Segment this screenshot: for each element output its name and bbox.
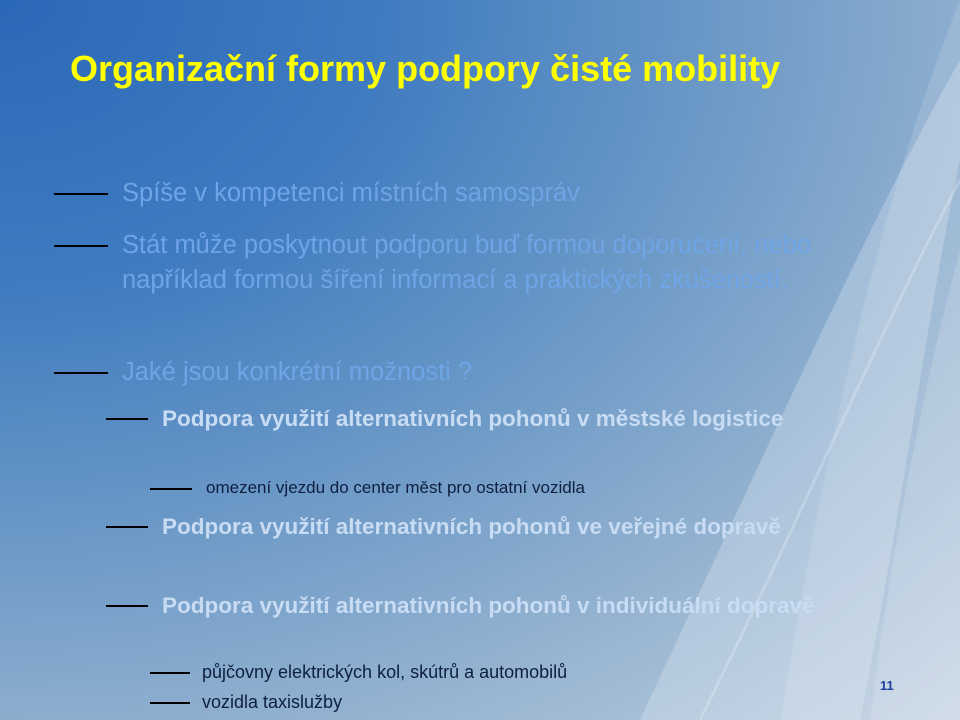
dash-bullet — [150, 702, 190, 704]
sub-bullet-item — [162, 509, 902, 544]
sub-sub-bullet-item — [202, 689, 802, 715]
page-number: 11 — [880, 678, 894, 693]
sub-sub-bullet-item — [202, 659, 802, 685]
sub-sub-bullet-text: vozidla taxislužby — [202, 692, 343, 712]
dash-bullet — [150, 488, 192, 490]
sub-sub-bullet-text: půjčovny elektrických kol, skútrů a automobilů — [202, 662, 568, 682]
dash-bullet — [54, 245, 108, 247]
bullet-text: Jaké jsou konkrétní možnosti ? — [122, 358, 473, 386]
bullet-text: Stát může poskytnout podporu buď formou doporučení, nebo například formou šíření informací a praktických zkušeností. — [122, 231, 812, 294]
sub-bullet-text: Podpora využití alternativních pohonů v individuální dopravě — [162, 593, 815, 618]
sub-bullet-item — [162, 588, 902, 623]
sub-sub-bullet-item — [206, 476, 906, 500]
bullet-text: Spíše v kompetenci místních samospráv — [122, 179, 580, 207]
slide-title: Organizační formy podpory čisté mobility — [70, 48, 781, 89]
dash-bullet — [54, 372, 108, 374]
bullet-item — [122, 355, 902, 390]
dash-bullet — [54, 193, 108, 195]
sub-bullet-text: Podpora využití alternativních pohonů v městské logistice — [162, 406, 784, 431]
sub-bullet-item — [162, 401, 902, 436]
dash-bullet — [106, 605, 148, 607]
sub-bullet-text: Podpora využití alternativních pohonů ve veřejné dopravě — [162, 514, 781, 539]
sub-sub-bullet-text: omezení vjezdu do center měst pro ostatní vozidla — [206, 478, 585, 497]
dash-bullet — [106, 418, 148, 420]
dash-bullet — [150, 672, 190, 674]
bullet-item — [122, 228, 902, 298]
bullet-item — [122, 176, 902, 211]
dash-bullet — [106, 526, 148, 528]
